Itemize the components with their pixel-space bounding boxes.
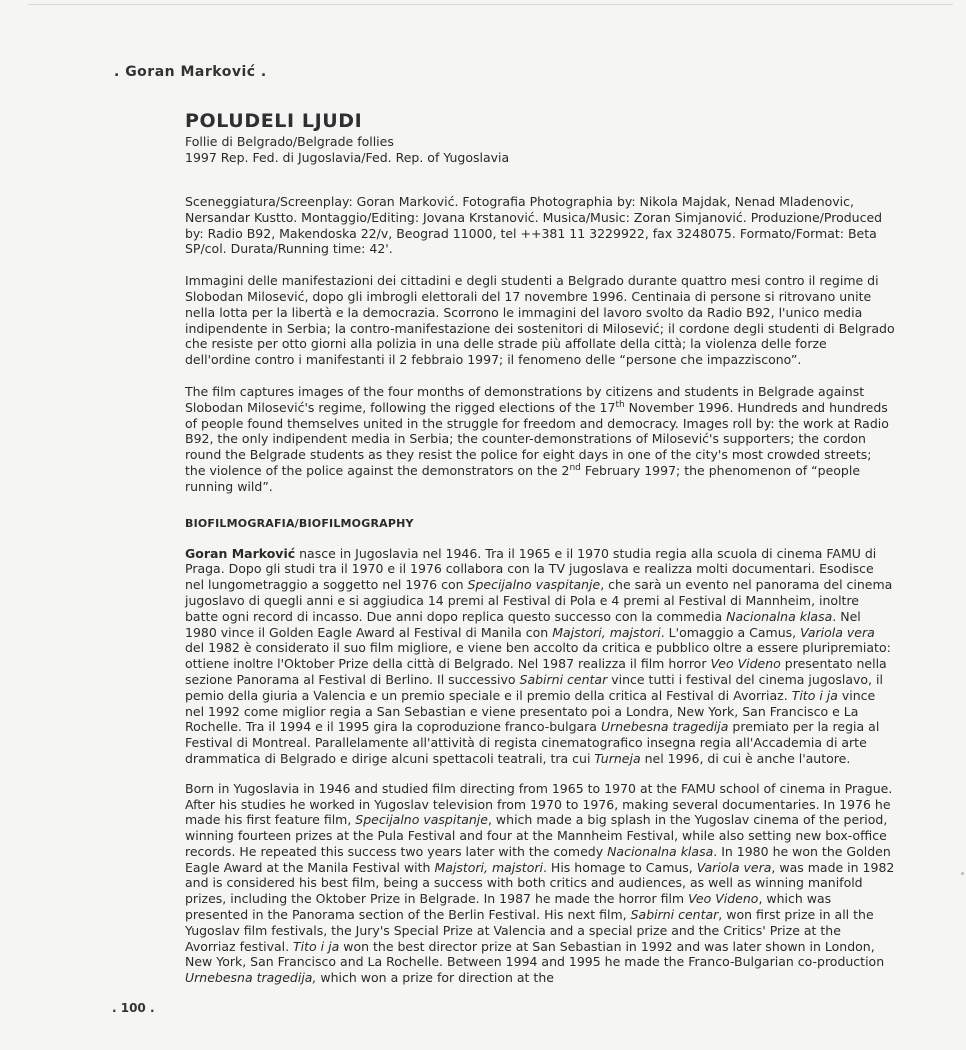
top-rule xyxy=(28,4,953,5)
bio-text: , che sarà un evento nel panorama del cinema jugoslavo di quegli anni e si aggiudica 14 premi al Festival di Pola e 4 premi al Festival di Mannheim, inoltre batte ogni record di incasso. Due anni dopo replica questo successo con la commedia xyxy=(185,577,893,624)
scan-speck xyxy=(961,872,964,875)
film-title-ref: Urnebesna tragedija, xyxy=(185,970,317,986)
film-title-ref: Urnebesna tragedija xyxy=(600,719,729,735)
film-subtitle: Follie di Belgrado/Belgrade follies xyxy=(185,134,394,149)
bio-text: Born in Yugoslavia in 1946 and studied film directing from 1965 to 1970 at the FAMU school of cinema in Prague. After his studies he worked in Yugoslav television from 1970 to 1976, making several documentaries. In 1976 he made his first feature film, xyxy=(185,780,893,828)
synopsis-en-text: February 1997; the phenomenon of “people running wild”. xyxy=(185,462,861,494)
film-title-ref: Specijalno vaspitanje xyxy=(355,812,488,828)
superscript: th xyxy=(615,399,625,410)
bio-text: . L'omaggio a Camus, xyxy=(660,624,801,640)
film-title-ref: Variola vera xyxy=(800,624,875,640)
bio-text: , was made in 1982 and is considered his best film, being a success with both critics and audiences, as well as winning manifold prizes, including the Oktober Prize in Belgrade. In 1987 he made the horror film xyxy=(185,859,895,907)
bio-text: nel 1996, di cui è anche l'autore. xyxy=(640,750,851,766)
biography-italian xyxy=(185,546,895,767)
film-title-ref: Nacionalna klasa xyxy=(726,608,833,624)
film-title-ref: Variola vera xyxy=(696,859,772,875)
director-header: . Goran Marković . xyxy=(114,64,267,80)
bio-text: . Nel 1980 vince il Golden Eagle Award al Festival di Manila con xyxy=(185,608,861,640)
film-title-ref: Sabirni centar xyxy=(630,907,719,923)
page-number: . 100 . xyxy=(112,1001,155,1015)
main-content xyxy=(185,110,895,986)
bio-text: . His homage to Camus, xyxy=(542,859,697,875)
superscript: nd xyxy=(569,462,581,473)
film-title-ref: Sabirni centar xyxy=(519,671,608,687)
synopsis-en-text: The film captures images of the four months of demonstrations by citizens and students in Belgrade against Slobodan Milosević's regime, following the rigged elections of the 17 xyxy=(185,383,865,415)
film-title-ref: Nacionalna klasa xyxy=(607,843,714,859)
film-title-ref: Tito i ja xyxy=(791,687,838,703)
bio-text: nasce in Jugoslavia nel 1946. Tra il 1965 e il 1970 studia regia alla scuola di cinema FAMU di Praga. Dopo gli studi tra il 1970 e il 1976 collabora con la TV jugoslava e realizza molti documentari. Esodisce nel lungometraggio a soggetto nel 1976 con xyxy=(185,545,877,593)
film-title-ref: Veo Videno xyxy=(688,891,759,907)
synopsis-italian: Immagini delle manifestazioni dei cittadini e degli studenti a Belgrado durante quattro mesi contro il regime di Slobodan Milosević, dopo gli imbrogli elettorali del 17 novembre 1996. Centinaia di persone si ritrovano unite nella lotta per la libertà e la democrazia. Scorrono le immagini del lavoro svolto da Radio B92, l'unico media indipendente in Serbia; la contro-manifestazione dei sostenitori di Milosević; il cordone degli studenti di Belgrado che resiste per otto giorni alla polizia in una delle strade più affollate della città; la violenza delle forze dell'ordine contro i manifestanti il 2 febbraio 1997; il fenomeno delle “persone che impazziscono”. xyxy=(185,273,895,368)
section-heading: BIOFILMOGRAFIA/BIOFILMOGRAPHY xyxy=(185,516,414,530)
film-origin: 1997 Rep. Fed. di Jugoslavia/Fed. Rep. of Yugoslavia xyxy=(185,150,510,165)
bio-text: , which made a big splash in the Yugoslav cinema of the period, winning fourteen prizes at the Pula Festival and four at the Mannheim Festival, while also setting new box-office records. He repeated this success two years later with the comedy xyxy=(185,812,888,859)
film-title: POLUDELI LJUDI xyxy=(185,110,363,132)
film-title-ref: Majstori, majstori xyxy=(434,859,543,875)
bio-text: , which was presented in the Panorama section of the Berlin Festival. His next film, xyxy=(185,891,832,923)
biography-english xyxy=(185,781,895,986)
film-title-ref: Veo Videno xyxy=(710,656,781,672)
film-title-ref: Majstori, majstori xyxy=(552,624,661,640)
film-title-ref: Tito i ja xyxy=(293,938,340,954)
credits-paragraph: Sceneggiatura/Screenplay: Goran Marković. Fotografia Photographia by: Nikola Majdak, Nenad Mladenovic, Nersandar Kustto. Montaggio/Editing: Jovana Krstanović. Musica/Music: Zoran Simjanović. Produzione/Produced by: Radio B92, Makendoska 22/v, Beograd 11000, tel ++381 11 3229922, fax 3248075. Formato/Format: Beta SP/col. Durata/Running time: 42'. xyxy=(185,194,883,257)
bio-text: del 1982 è considerato il suo film migliore, e viene ben accolto da critica e pubblico oltre a essere pluripremiato: ottiene inoltre l'Oktober Prize della città di Belgrado. Nel 1987 realizza il film horror xyxy=(185,640,891,672)
film-title-ref: Turneja xyxy=(594,750,641,766)
synopsis-english xyxy=(185,384,895,495)
bio-text: presentato nella sezione Panorama al Festival di Berlino. Il successivo xyxy=(185,656,887,687)
bio-text: won the best director prize at San Sebastian in 1992 and was later shown in London, New York, San Francisco and La Rochelle. Between 1994 and 1995 he made the Franco-Bulgarian co-production xyxy=(185,938,885,970)
synopsis-en-text: November 1996. Hundreds and hundreds of people found themselves united in the struggle for freedom and democracy. Images roll by: the work at Radio B92, the only indipendent media in Serbia; the counter-demonstrations of Milosević's supporters; the cordon round the Belgrade students as they resist the police for eight days in one of the city's most crowded streets; the violence of the police against the demonstrators on the 2 xyxy=(185,399,889,478)
bio-text: vince nel 1992 come miglior regia a San Sebastian e viene presentato poi a Londra, New York, San Francisco e La Rochelle. Tra il 1994 e il 1995 gira la coproduzione franco-bulgara xyxy=(185,687,876,735)
bio-text: which won a prize for direction at the xyxy=(316,970,554,986)
film-title-ref: Specijalno vaspitanje xyxy=(467,577,601,593)
bio-text: premiato per la regia al Festival di Montreal. Parallelamente all'attività di regista cinematografico insegna regia all'Accademia di arte drammatica di Belgrado e dirige alcuni spettacoli teatrali, tra cui xyxy=(185,719,880,766)
bio-text: . In 1980 he won the Golden Eagle Award at the Manila Festival with xyxy=(185,843,891,875)
bio-text: , won first prize in all the Yugoslav film festivals, the Jury's Special Prize at Valencia and a special prize and the Critics' Prize at the Avorriaz festival. xyxy=(185,907,874,954)
bio-text: vince tutti i festival del cinema jugoslavo, il pemio della giuria a Valencia e un premio speciale e il premio della critica al Festival di Avorriaz. xyxy=(185,671,883,703)
director-name: Goran Marković xyxy=(185,545,296,561)
